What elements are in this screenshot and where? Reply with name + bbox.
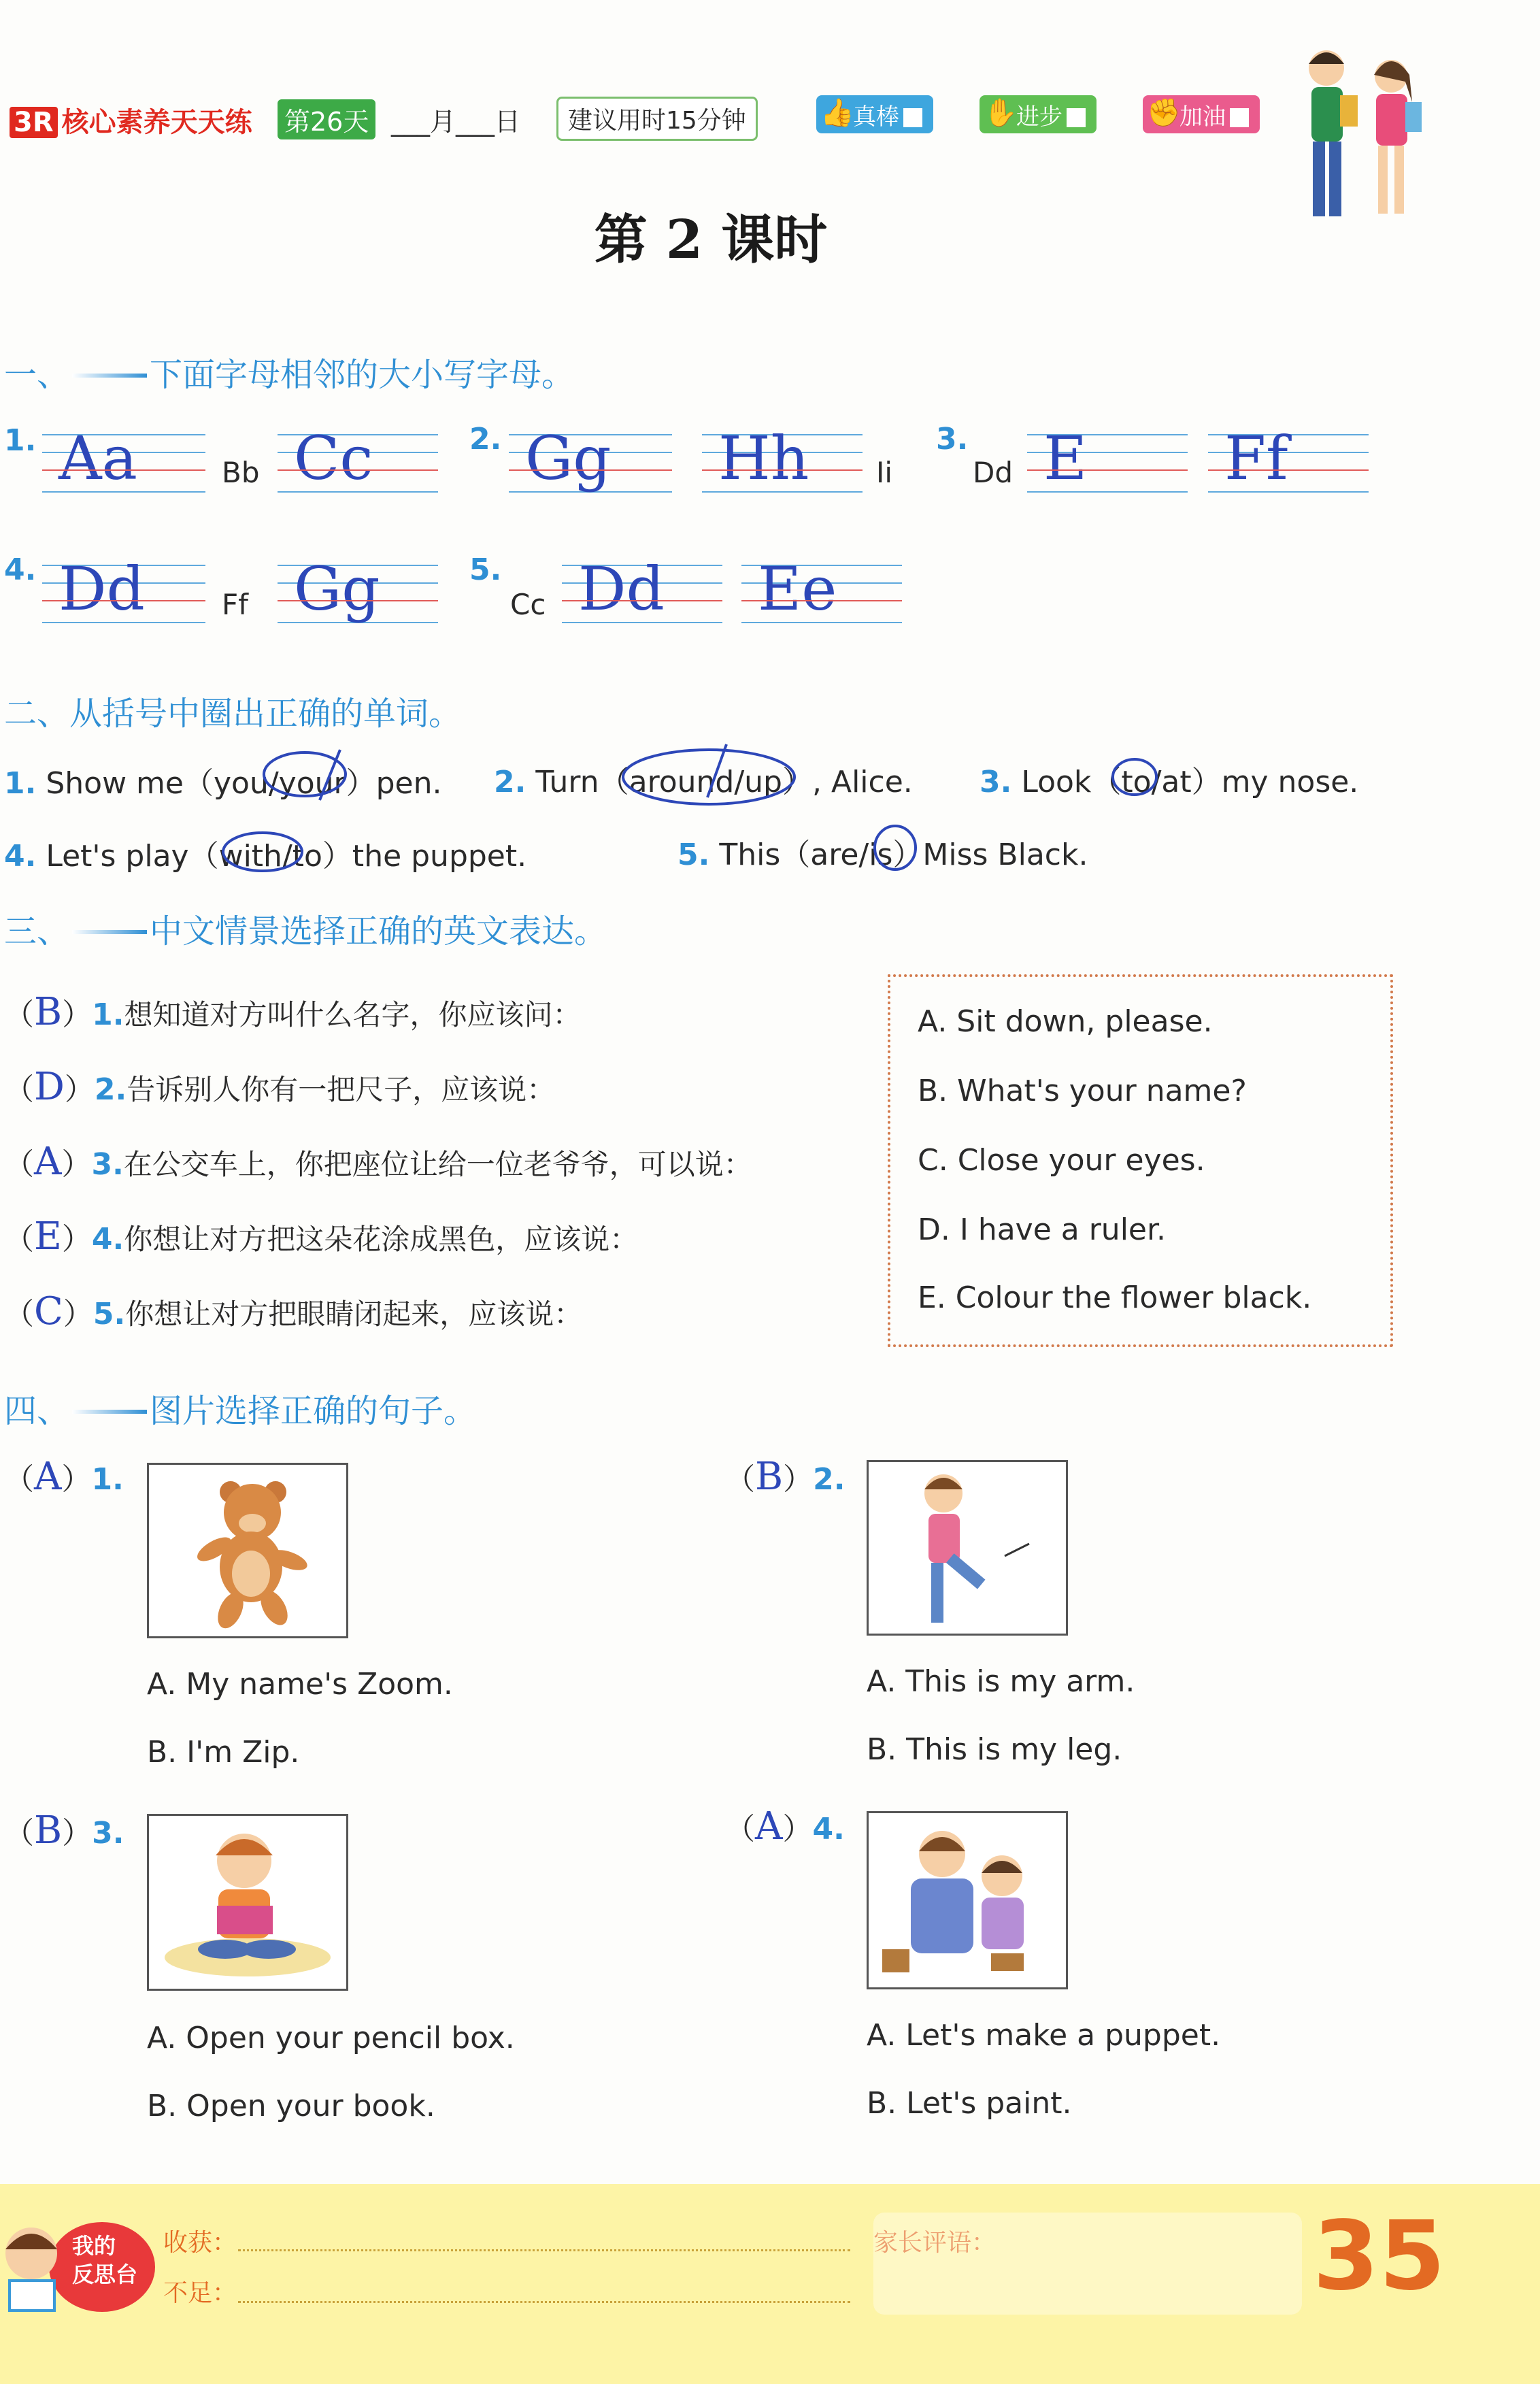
date-field: ___月___日 xyxy=(391,107,521,137)
word-choice[interactable]: to/at xyxy=(1121,765,1192,799)
father-son-picture xyxy=(867,1811,1068,1989)
s4-option-b: B. Let's paint. xyxy=(867,2086,1072,2121)
s3-question: （E）4.你想让对方把这朵花涂成黑色，应该说： xyxy=(4,1214,639,1259)
rating-great[interactable]: 👍 真棒 xyxy=(816,95,933,133)
s1-item-number: 2. xyxy=(469,422,502,457)
s4-option-a: A. Open your pencil box. xyxy=(147,2021,515,2055)
handwritten-answer: Dd xyxy=(58,554,145,624)
s3-question: （C）5.你想让对方把眼睛闭起来，应该说： xyxy=(4,1289,583,1334)
thumbs-up-icon: 👍 xyxy=(820,97,854,129)
s4-option-a: A. Let's make a puppet. xyxy=(867,2018,1221,2053)
s4-question: （B）2. xyxy=(725,1455,846,1499)
given-letter: Dd xyxy=(973,456,1014,489)
checkbox-progress[interactable] xyxy=(1067,108,1086,127)
handwritten-answer[interactable]: A xyxy=(755,1804,783,1849)
s1-item-number: 4. xyxy=(4,552,37,587)
hand-icon: ✋ xyxy=(984,97,1018,129)
section2-heading: 二、从括号中圈出正确的单词。 xyxy=(4,695,462,733)
brand-title: 3R 核心素养天天练 xyxy=(10,101,252,139)
s4-option-b: B. Open your book. xyxy=(147,2089,435,2123)
rating-cheer[interactable]: ✊ 加油 xyxy=(1143,95,1260,133)
handwritten-answer[interactable]: C xyxy=(34,1289,63,1334)
s2-question: 5. This（are/is）Miss Black. xyxy=(677,838,1088,872)
boy-reading-picture xyxy=(147,1814,348,1991)
gain-label: 收获： xyxy=(163,2229,237,2257)
writing-lines[interactable] xyxy=(1208,423,1369,493)
handwritten-answer: Ff xyxy=(1224,423,1288,493)
handwritten-answer: E xyxy=(1043,423,1088,493)
section4-heading: 四、 图片选择正确的句子。 xyxy=(4,1392,477,1430)
handwritten-answer[interactable]: B xyxy=(755,1455,784,1499)
rating-progress[interactable]: ✋ 进步 xyxy=(980,95,1097,133)
s4-question: （A）1. xyxy=(4,1455,124,1499)
handwritten-answer: Gg xyxy=(525,423,612,493)
writing-lines[interactable] xyxy=(278,554,438,624)
option-c: C. Close your eyes. xyxy=(918,1143,1205,1178)
father-son-illustration xyxy=(869,1813,1066,1987)
word-choice[interactable]: around/up xyxy=(629,765,782,799)
s3-question: （A）3.在公交车上，你把座位让给一位老爷爷，可以说： xyxy=(4,1140,752,1184)
option-d: D. I have a ruler. xyxy=(918,1212,1167,1247)
parent-comment-field[interactable] xyxy=(873,2213,1302,2315)
page-title: 第 2 课时 xyxy=(594,209,828,271)
boy-reading-illustration xyxy=(149,1816,346,1989)
handwritten-answer[interactable]: D xyxy=(34,1065,65,1109)
handwritten-answer: Ee xyxy=(758,554,837,624)
writing-lines[interactable] xyxy=(741,554,902,624)
writing-lines[interactable] xyxy=(42,423,205,493)
heading-dash xyxy=(72,374,147,378)
page-number: 35 xyxy=(1313,2201,1445,2312)
bear-illustration xyxy=(149,1465,346,1636)
given-letter: Bb xyxy=(222,456,260,489)
s2-question: 2. Turn（around/up）, Alice. xyxy=(494,765,913,799)
handwritten-answer: Dd xyxy=(578,554,665,624)
s4-question: （A）4. xyxy=(725,1804,845,1849)
s1-item-number: 3. xyxy=(936,422,969,457)
given-letter: Cc xyxy=(510,588,546,621)
handwritten-answer: Gg xyxy=(294,554,380,624)
gain-field[interactable] xyxy=(238,2242,850,2251)
suggested-time: 建议用时15分钟 xyxy=(556,97,758,141)
s3-question: （D）2.告诉别人你有一把尺子，应该说： xyxy=(4,1065,556,1109)
writing-lines[interactable] xyxy=(42,554,205,624)
s1-item-number: 1. xyxy=(4,423,37,458)
s2-question: 4. Let's play（with/to）the puppet. xyxy=(4,839,527,874)
section3-heading: 三、 中文情景选择正确的英文表达。 xyxy=(4,912,607,950)
reflection-title: 我的 反思台 xyxy=(72,2233,138,2287)
handwritten-answer[interactable]: A xyxy=(34,1455,62,1499)
lack-field[interactable] xyxy=(238,2294,850,2303)
day-badge: 第26天 xyxy=(278,99,375,139)
s2-question: 1. Show me（you/your）pen. xyxy=(4,766,442,801)
s3-question: （B）1.想知道对方叫什么名字，你应该问： xyxy=(4,990,582,1034)
s4-option-a: A. My name's Zoom. xyxy=(147,1667,453,1702)
option-a: A. Sit down, please. xyxy=(918,1004,1213,1039)
parent-comment-label: 家长评语： xyxy=(873,2229,997,2257)
boy-leg-picture xyxy=(867,1460,1068,1636)
option-b: B. What's your name? xyxy=(918,1074,1247,1108)
given-letter: Ii xyxy=(876,456,893,489)
handwritten-answer[interactable]: B xyxy=(34,990,63,1034)
writing-lines[interactable] xyxy=(562,554,722,624)
handwritten-answer: Cc xyxy=(294,423,373,493)
boy-leg-illustration xyxy=(869,1462,1066,1634)
word-choice[interactable]: you/your xyxy=(213,766,346,801)
section1-heading: 一、 下面字母相邻的大小写字母。 xyxy=(4,356,575,394)
bear-picture xyxy=(147,1463,348,1638)
writing-lines[interactable] xyxy=(278,423,438,493)
checkbox-cheer[interactable] xyxy=(1230,108,1249,127)
word-choice[interactable]: with/to xyxy=(218,839,322,874)
heading-dash xyxy=(72,930,147,934)
writing-lines[interactable] xyxy=(1027,423,1188,493)
handwritten-answer[interactable]: E xyxy=(34,1214,62,1259)
lack-label: 不足： xyxy=(163,2279,237,2307)
s4-option-b: B. This is my leg. xyxy=(867,1732,1122,1767)
s4-option-b: B. I'm Zip. xyxy=(147,1735,300,1770)
handwritten-answer: Hh xyxy=(718,423,809,493)
s1-item-number: 5. xyxy=(469,552,502,587)
handwritten-circles xyxy=(0,735,1540,884)
s4-question: （B）3. xyxy=(4,1808,124,1853)
handwritten-answer[interactable]: A xyxy=(34,1140,62,1184)
word-choice[interactable]: are/is xyxy=(810,838,893,872)
handwritten-answer[interactable]: B xyxy=(34,1808,63,1853)
s4-option-a: A. This is my arm. xyxy=(867,1664,1135,1699)
option-e: E. Colour the flower black. xyxy=(918,1280,1312,1315)
handwritten-answer: Aa xyxy=(58,423,138,493)
given-letter: Ff xyxy=(222,588,248,621)
heading-dash xyxy=(72,1410,147,1414)
fist-icon: ✊ xyxy=(1147,97,1181,129)
writing-lines[interactable] xyxy=(702,423,863,493)
brand-logo: 3R xyxy=(10,107,58,138)
writing-lines[interactable] xyxy=(509,423,672,493)
checkbox-great[interactable] xyxy=(903,108,922,127)
s2-question: 3. Look（to/at）my nose. xyxy=(980,765,1359,799)
options-box xyxy=(888,974,1393,1347)
